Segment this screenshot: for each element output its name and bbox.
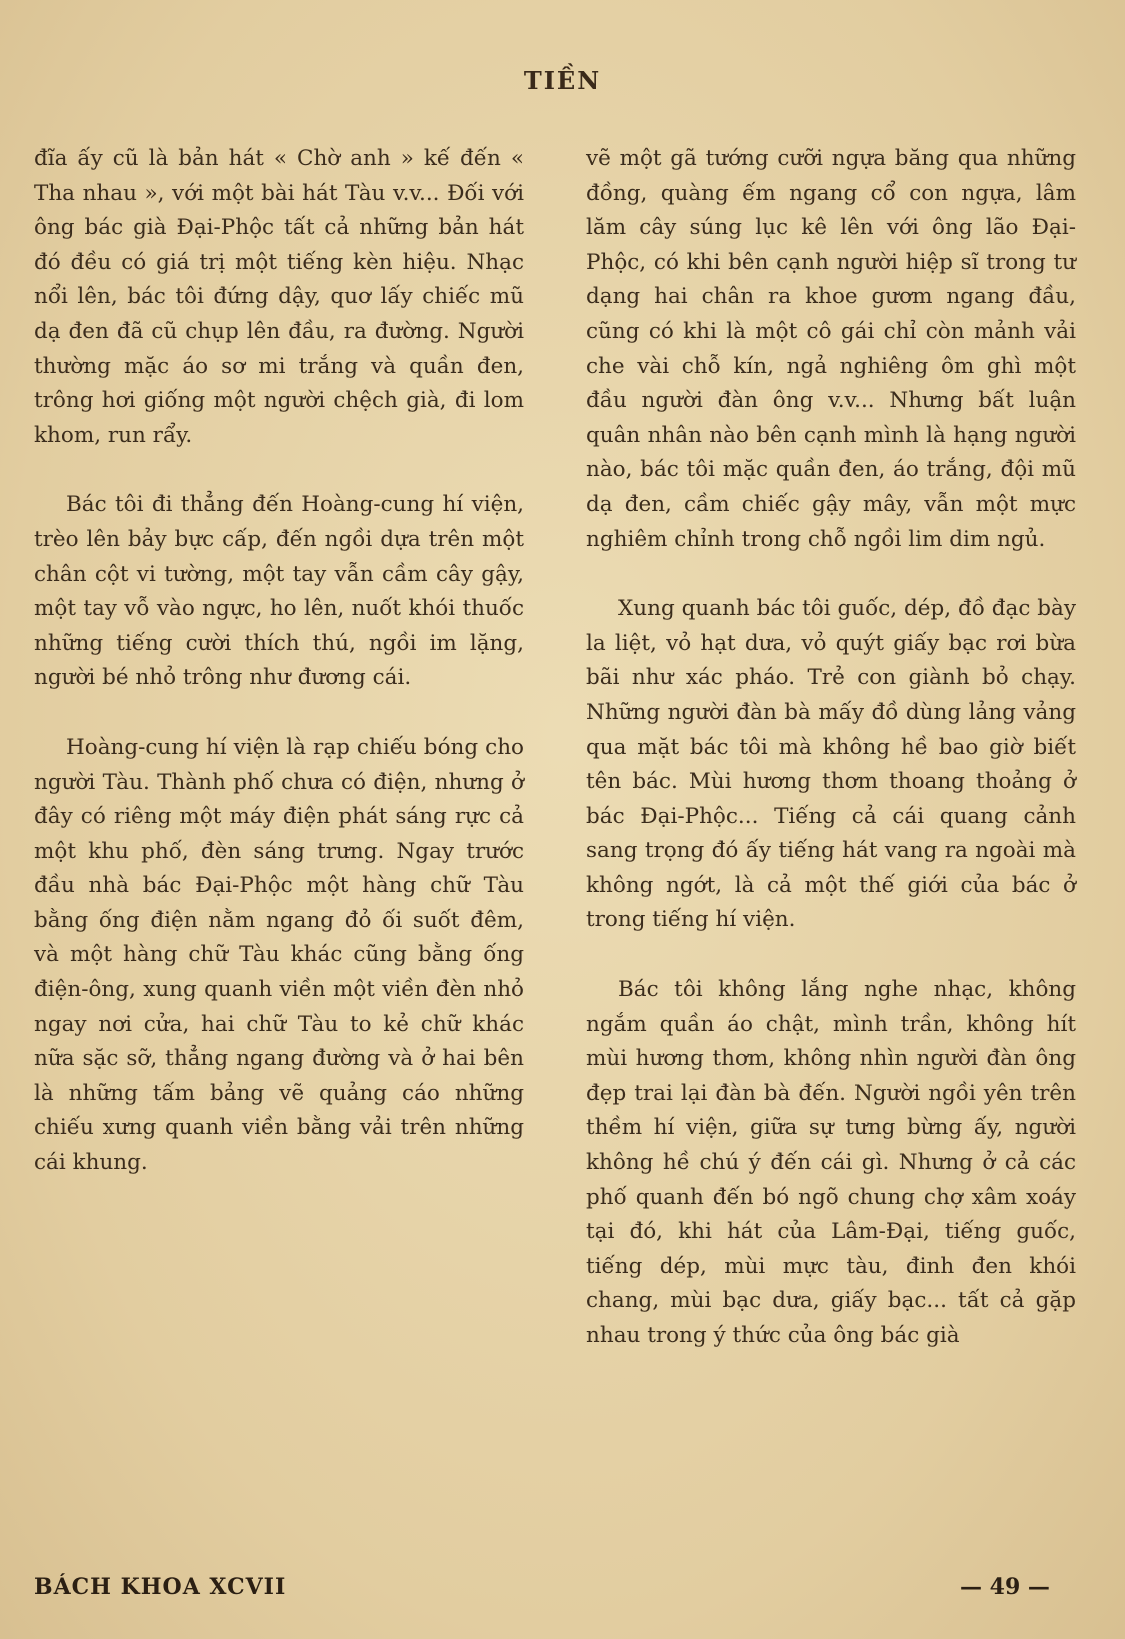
left-column	[34, 142, 524, 1216]
right-paragraph-3: Bác tôi không lắng nghe nhạc, không ngắm quần áo chật, mình trần, không hít mùi hương thơm, không nhìn người đàn ông đẹp trai lại đàn bà đến. Người ngồi yên trên thềm hí viện, giữa sự tưng bừng ấy, người không hề chú ý đến cái gì. Nhưng ở cả các phố quanh đến bó ngõ chung chợ xâm xoáy tại đó, khi hát của Lâm-Đại, tiếng guốc, tiếng dép, mùi mực tàu, đinh đen khói chang, mùi bạc dưa, giấy bạc... tất cả gặp nhau trong ý thức của ông bác già	[586, 977, 1076, 1348]
page-header: TIỀN	[523, 66, 602, 95]
right-paragraph-1: vẽ một gã tướng cưỡi ngựa băng qua những đồng, quàng ếm ngang cổ con ngựa, lâm lăm cây súng lục kê lên với ông lão Đại-Phộc, có khi bên cạnh người hiệp sĩ trong tư dạng hai chân ra khoe gươm ngang đầu, cũng có khi là một cô gái chỉ còn mảnh vải che vài chỗ kín, ngả nghiêng ôm ghì một đầu người đàn ông v.v... Nhưng bất luận quân nhân nào bên cạnh mình là hạng người nào, bác tôi mặc quần đen, áo trắng, đội mũ dạ đen, cầm chiếc gậy mây, vẫn một mực nghiêm chỉnh trong chỗ ngồi lim dim ngủ.	[586, 146, 1076, 552]
left-paragraph-3: Hoàng-cung hí viện là rạp chiếu bóng cho người Tàu. Thành phố chưa có điện, nhưng ở đây có riêng một máy điện phát sáng rực cả một khu phố, đèn sáng trưng. Ngay trước đầu nhà bác Đại-Phộc một hàng chữ Tàu bằng ống điện nằm ngang đỏ ối suốt đêm, và một hàng chữ Tàu khác cũng bằng ống điện-ông, xung quanh viền một viền đèn nhỏ ngay nơi cửa, hai chữ Tàu to kẻ chữ khác nữa sặc sỡ, thẳng ngang đường và ở hai bên là những tấm bảng vẽ quảng cáo những chiếu xưng quanh viền bằng vải trên những cái khung.	[34, 734, 524, 1176]
magazine-issue-label: BÁCH KHOA XCVII	[34, 1574, 287, 1600]
left-paragraph-1: đĩa ấy cũ là bản hát « Chờ anh » kế đến « Tha nhau », với một bài hát Tàu v.v... Đối với ông bác già Đại-Phộc tất cả những bản hát đó đều có giá trị một tiếng kèn hiệu. Nhạc nổi lên, bác tôi đứng dậy, quơ lấy chiếc mũ dạ đen đã cũ chụp lên đầu, ra đường. Người thường mặc áo sơ mi trắng và quần đen, trông hơi giống một người chệch già, đi lom khom, run rẩy.	[34, 146, 524, 448]
right-paragraph-2: Xung quanh bác tôi guốc, dép, đồ đạc bày la liệt, vỏ hạt dưa, vỏ quýt giấy bạc rơi bừa bãi như xác pháo. Trẻ con giành bỏ chạy. Những người đàn bà mấy đồ dùng lảng vảng qua mặt bác tôi mà không hề bao giờ biết tên bác. Mùi hương thơm thoang thoảng ở bác Đại-Phộc... Tiếng cả cái quang cảnh sang trọng đó ấy tiếng hát vang ra ngoài mà không ngớt, là cả một thế giới của bác ở trong tiếng hí viện.	[586, 596, 1076, 933]
page-number: — 49 —	[960, 1574, 1050, 1600]
left-paragraph-2: Bác tôi đi thẳng đến Hoàng-cung hí viện, trèo lên bảy bực cấp, đến ngồi dựa trên một chân cột vi tường, một tay vẫn cầm cây gậy, một tay vỗ vào ngực, ho lên, nuốt khói thuốc những tiếng cười thích thú, ngồi im lặng, người bé nhỏ trông như đương cái.	[34, 492, 524, 691]
right-column	[586, 142, 1076, 1389]
